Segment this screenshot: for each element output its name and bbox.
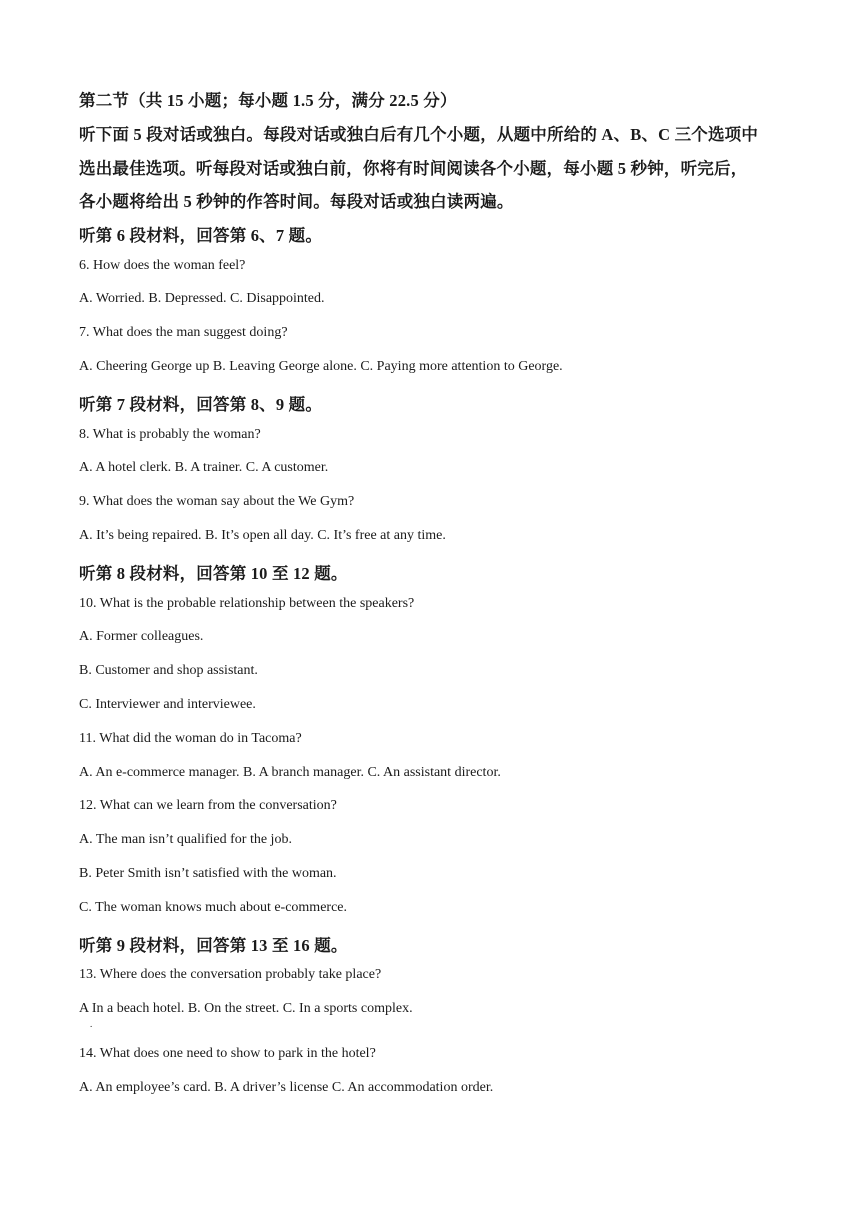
group-header: 听第 6 段材料，回答第 6、7 题。 bbox=[79, 226, 323, 245]
group-header: 听第 9 段材料，回答第 13 至 16 题。 bbox=[79, 936, 348, 955]
question-9: 9. What does the woman say about the We Gym? bbox=[79, 494, 355, 509]
question-12: 12. What can we learn from the conversation? bbox=[79, 798, 337, 813]
options-7: A. Cheering George up B. Leaving George alone. C. Paying more attention to George. bbox=[79, 359, 563, 374]
option-12-a: A. The man isn’t qualified for the job. bbox=[79, 832, 292, 847]
option-10-c: C. Interviewer and interviewee. bbox=[79, 697, 256, 712]
question-10: 10. What is the probable relationship between the speakers? bbox=[79, 596, 415, 611]
question-6: 6. How does the woman feel? bbox=[79, 258, 246, 273]
group-header: 听第 8 段材料，回答第 10 至 12 题。 bbox=[79, 564, 348, 583]
options-6: A. Worried. B. Depressed. C. Disappointed. bbox=[79, 291, 325, 306]
option-12-b: B. Peter Smith isn’t satisfied with the woman. bbox=[79, 866, 337, 881]
options-13: A In a beach hotel. B. On the street. C. In a sports complex. bbox=[79, 1001, 413, 1016]
options-14: A. An employee’s card. B. A driver’s license C. An accommodation order. bbox=[79, 1080, 494, 1095]
instructions-line-2: 选出最佳选项。听每段对话或独白前，你将有时间阅读各个小题，每小题 5 秒钟，听完后， bbox=[79, 159, 748, 178]
options-9: A. It’s being repaired. B. It’s open all day. C. It’s free at any time. bbox=[79, 528, 446, 543]
question-11: 11. What did the woman do in Tacoma? bbox=[79, 731, 302, 746]
instructions-line-1: 听下面 5 段对话或独白。每段对话或独白后有几个小题，从题中所给的 A、B、C 三个选项中 bbox=[79, 125, 759, 144]
question-7: 7. What does the man suggest doing? bbox=[79, 325, 288, 340]
stray-mark: . bbox=[90, 1019, 93, 1029]
option-10-b: B. Customer and shop assistant. bbox=[79, 663, 258, 678]
question-14: 14. What does one need to show to park in the hotel? bbox=[79, 1046, 376, 1061]
group-header: 听第 7 段材料，回答第 8、9 题。 bbox=[79, 395, 323, 414]
options-8: A. A hotel clerk. B. A trainer. C. A customer. bbox=[79, 460, 329, 475]
question-8: 8. What is probably the woman? bbox=[79, 427, 261, 442]
options-11: A. An e-commerce manager. B. A branch manager. C. An assistant director. bbox=[79, 765, 501, 780]
option-10-a: A. Former colleagues. bbox=[79, 629, 204, 644]
instructions-line-3: 各小题将给出 5 秒钟的作答时间。每段对话或独白读两遍。 bbox=[79, 192, 514, 211]
option-12-c: C. The woman knows much about e-commerce. bbox=[79, 900, 348, 915]
question-13: 13. Where does the conversation probably take place? bbox=[79, 967, 382, 982]
section-heading: 第二节（共 15 小题；每小题 1.5 分，满分 22.5 分） bbox=[79, 91, 457, 110]
